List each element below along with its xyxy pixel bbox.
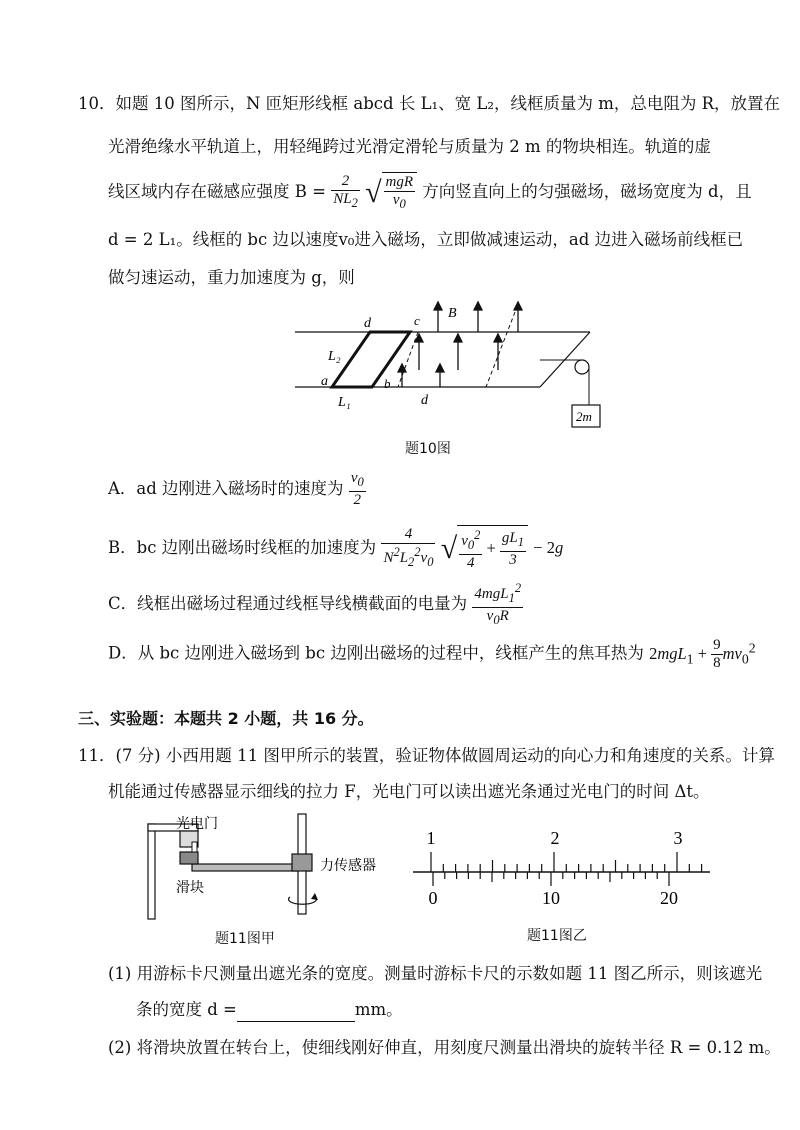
q10-B-sqrt: √ $\frac{\text{mgR}}{v_0}$: [365, 172, 417, 213]
q10-option-C: C．线框出磁场过程通过线框导线横截面的电量为 $\frac{4mgL_1^2}{v_0R}$: [108, 581, 522, 627]
q11-sub1-line2: 条的宽度 d = mm。: [136, 998, 403, 1022]
q10-figure-caption: 题10图: [405, 441, 451, 457]
slider: [180, 852, 198, 864]
q11-line1: 11．(7 分) 小西用题 11 图甲所示的装置，验证物体做圆周运动的向心力和角速度的关系。计算: [78, 746, 775, 765]
section3-heading: 三、实验题：本题共 2 小题，共 16 分。: [78, 709, 374, 728]
q11-line2: 机能通过传感器显示细线的拉力 F，光电门可以读出遮光条通过光电门的时间 Δt。: [108, 782, 710, 801]
q11-figure-a: [140, 812, 390, 922]
main-label-2: 2: [550, 828, 560, 848]
label-slider: 滑块: [176, 881, 204, 896]
main-label-3: 3: [673, 828, 683, 848]
label-force-sensor: 力传感器: [320, 859, 376, 874]
q11-figure-b-caption: 题11图乙: [527, 928, 587, 944]
label-c: c: [414, 313, 420, 328]
force-sensor: [292, 854, 312, 871]
vernier-scale-ticks: [433, 872, 669, 886]
label-photogate: 光电门: [176, 817, 218, 832]
q10-line1: 10．如题 10 图所示，N 匝矩形线框 abcd 长 L₁、宽 L₂，线框质量为 m，总电阻为 R，放置在: [78, 94, 781, 113]
answer-blank-d[interactable]: [237, 1003, 355, 1022]
field-left-boundary: [398, 332, 418, 387]
label-a: a: [321, 374, 328, 389]
label-d-bottom: d: [421, 393, 428, 408]
q11-sub2: (2) 将滑块放置在转台上，使细线刚好伸直，用刻度尺测量出滑块的旋转半径 R = 0.12 m。: [108, 1038, 781, 1057]
q10-line4: d = 2 L₁。线框的 bc 边以速度v₀进入磁场，立即做减速运动，ad 边进入磁场前线框已: [108, 230, 744, 249]
label-mass: 2m: [576, 409, 592, 424]
label-L2: L₂: [328, 349, 341, 364]
vernier-label-20: 20: [660, 888, 678, 908]
field-right-boundary: [486, 312, 515, 387]
coil-frame: [332, 332, 410, 387]
q10-option-B: B．bc 边刚出磁场时线框的加速度为 $\frac{4}{N^2L_2^2v_0}$ √ $\frac{v_0^2}{4}$ + $\frac{gL_1}{3}$ − 2g: [108, 526, 564, 571]
vernier-label-10: 10: [542, 888, 560, 908]
vernier-label-0: 0: [428, 888, 438, 908]
pulley: [575, 360, 589, 374]
label-d-top: d: [364, 316, 371, 331]
q10-B-fraction: $\frac{2}{NL_2}$: [333, 173, 358, 210]
main-label-1: 1: [426, 828, 436, 848]
q10-figure: [290, 300, 620, 435]
label-b: b: [384, 376, 391, 391]
q10-line2: 光滑绝缘水平轨道上，用轻绳跨过光滑定滑轮与质量为 2 m 的物块相连。轨道的虚: [108, 137, 711, 156]
label-L1: L₁: [338, 395, 351, 410]
q10-line3: 线区域内存在磁感应强度 B = $\frac{2}{NL_2}$ √ $\frac{\text{mgR}}{v_0}$ 方向竖直向上的匀强磁场，磁场宽度为 d，且: [108, 173, 752, 211]
main-scale-ticks: [431, 852, 702, 872]
q10-option-D: D．从 bc 边刚进入磁场到 bc 边刚出磁场的过程中，线框产生的焦耳热为 2mgL$_1$ + $\frac{9}{8}$ $mv_0^2$: [108, 636, 756, 671]
q11-sub1-line1: (1) 用游标卡尺测量出遮光条的宽度。测量时游标卡尺的示数如题 11 图乙所示，则该遮光: [108, 964, 763, 983]
q11-figure-a-caption: 题11图甲: [215, 931, 275, 947]
q11-figure-b: [405, 822, 725, 917]
q10-line5: 做匀速运动，重力加速度为 g，则: [108, 268, 355, 287]
q10-option-A: A．ad 边刚进入磁场时的速度为 $\frac{v_0}{2}$: [108, 470, 364, 508]
label-B: B: [448, 306, 457, 321]
